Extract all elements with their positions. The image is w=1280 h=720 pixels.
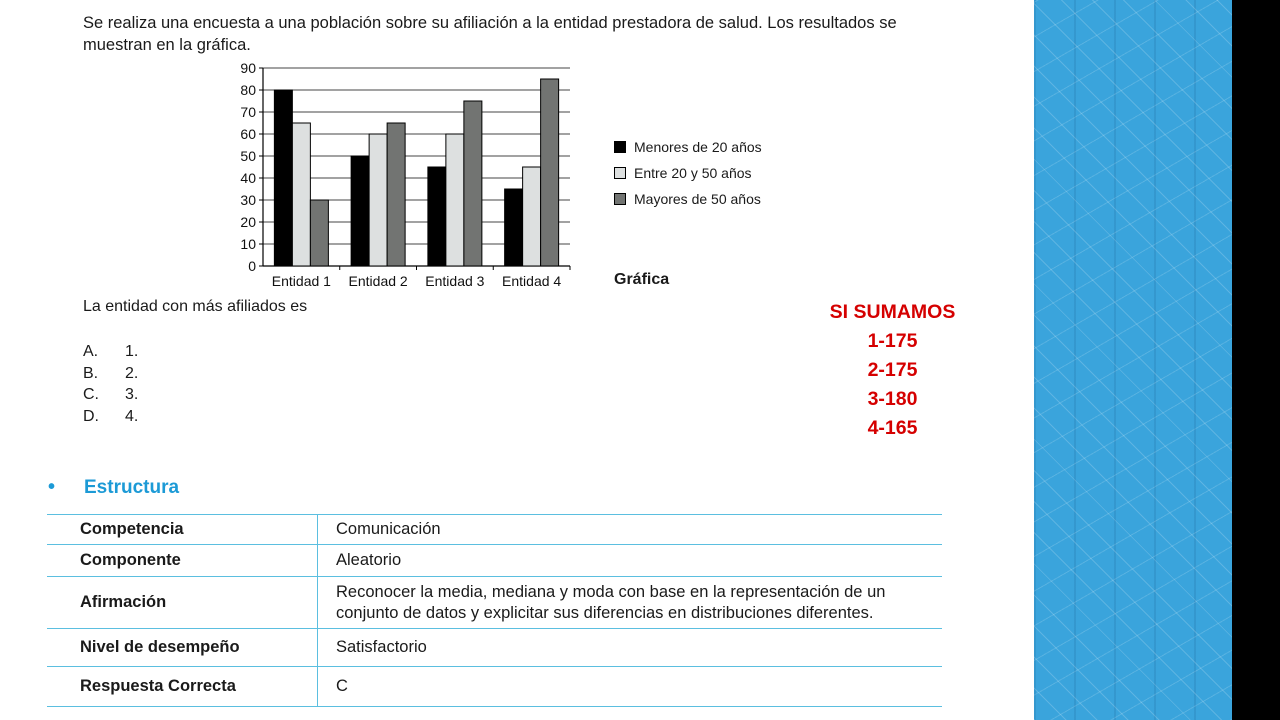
legend-swatch xyxy=(614,167,626,179)
question-text: Se realiza una encuesta a una población sobre su afiliación a la entidad prestadora de salud. Los resultados se muestran en la gráfica. xyxy=(83,14,897,54)
bar xyxy=(274,90,292,266)
bar xyxy=(523,167,541,266)
y-tick-label: 20 xyxy=(240,214,256,230)
option-letter: A. xyxy=(83,342,99,360)
x-tick-label: Entidad 4 xyxy=(502,273,562,289)
chart-caption: Gráfica xyxy=(614,271,670,288)
y-tick-label: 60 xyxy=(240,126,256,142)
bar xyxy=(369,134,387,266)
legend-item xyxy=(614,160,762,186)
option-value: 2. xyxy=(125,364,139,382)
legend-swatch xyxy=(614,193,626,205)
table-row xyxy=(47,667,942,707)
row-key: Afirmación xyxy=(47,577,318,629)
option-a[interactable] xyxy=(83,341,138,363)
y-tick-label: 90 xyxy=(240,60,256,76)
option-value: 3. xyxy=(125,386,139,404)
black-border-strip xyxy=(1232,0,1280,720)
row-key: Componente xyxy=(47,545,318,577)
bar xyxy=(464,101,482,266)
sum-title: SI SUMAMOS xyxy=(829,301,956,323)
legend-swatch xyxy=(614,141,626,153)
table-row xyxy=(47,577,942,629)
bar xyxy=(428,167,446,266)
row-value: Satisfactorio xyxy=(318,629,943,667)
sum-line: 1-175 xyxy=(867,330,918,352)
section-title: Estructura xyxy=(84,477,180,498)
answer-options xyxy=(83,341,138,428)
y-tick-label: 0 xyxy=(248,258,256,274)
sum-line: 4-165 xyxy=(867,417,918,439)
decorative-math-pattern xyxy=(1034,0,1232,720)
section-bullet: • xyxy=(48,476,56,498)
option-c[interactable] xyxy=(83,384,138,406)
option-b[interactable] xyxy=(83,363,138,385)
bar-chart xyxy=(225,58,595,298)
y-tick-label: 40 xyxy=(240,170,256,186)
bar xyxy=(292,123,310,266)
bar xyxy=(505,189,523,266)
option-letter: C. xyxy=(83,386,99,404)
bar xyxy=(351,156,369,266)
row-value: Aleatorio xyxy=(318,545,943,577)
row-value: Comunicación xyxy=(318,515,943,545)
bar xyxy=(387,123,405,266)
legend-label: Entre 20 y 50 años xyxy=(634,165,752,181)
y-tick-label: 10 xyxy=(240,236,256,252)
x-tick-label: Entidad 3 xyxy=(425,273,485,289)
legend-item xyxy=(614,186,762,212)
row-key: Nivel de desempeño xyxy=(47,629,318,667)
x-tick-label: Entidad 2 xyxy=(348,273,408,289)
option-value: 4. xyxy=(125,407,139,425)
option-letter: B. xyxy=(83,364,99,382)
row-key: Respuesta Correcta xyxy=(47,667,318,707)
y-tick-label: 70 xyxy=(240,104,256,120)
y-tick-label: 80 xyxy=(240,82,256,98)
row-key: Competencia xyxy=(47,515,318,545)
y-tick-label: 30 xyxy=(240,192,256,208)
option-value: 1. xyxy=(125,342,139,360)
table-row xyxy=(47,629,942,667)
structure-table xyxy=(47,514,942,707)
option-letter: D. xyxy=(83,407,99,425)
table-row xyxy=(47,545,942,577)
legend-label: Menores de 20 años xyxy=(634,139,762,155)
legend-item xyxy=(614,134,762,160)
sum-line: 2-175 xyxy=(867,359,918,381)
bar xyxy=(541,79,559,266)
table-row xyxy=(47,515,942,545)
x-tick-label: Entidad 1 xyxy=(271,273,331,289)
bar xyxy=(310,200,328,266)
option-d[interactable] xyxy=(83,406,138,428)
row-value: C xyxy=(318,667,943,707)
bar xyxy=(446,134,464,266)
y-tick-label: 50 xyxy=(240,148,256,164)
sum-line: 3-180 xyxy=(867,388,918,410)
chart-legend xyxy=(614,134,762,212)
legend-label: Mayores de 50 años xyxy=(634,191,761,207)
sum-annotation xyxy=(800,298,985,443)
question-prompt: La entidad con más afiliados es xyxy=(83,298,308,315)
row-value: Reconocer la media, mediana y moda con base en la representación de un conjunto de datos y explicitar sus diferencias en distribuciones diferentes. xyxy=(318,577,943,629)
